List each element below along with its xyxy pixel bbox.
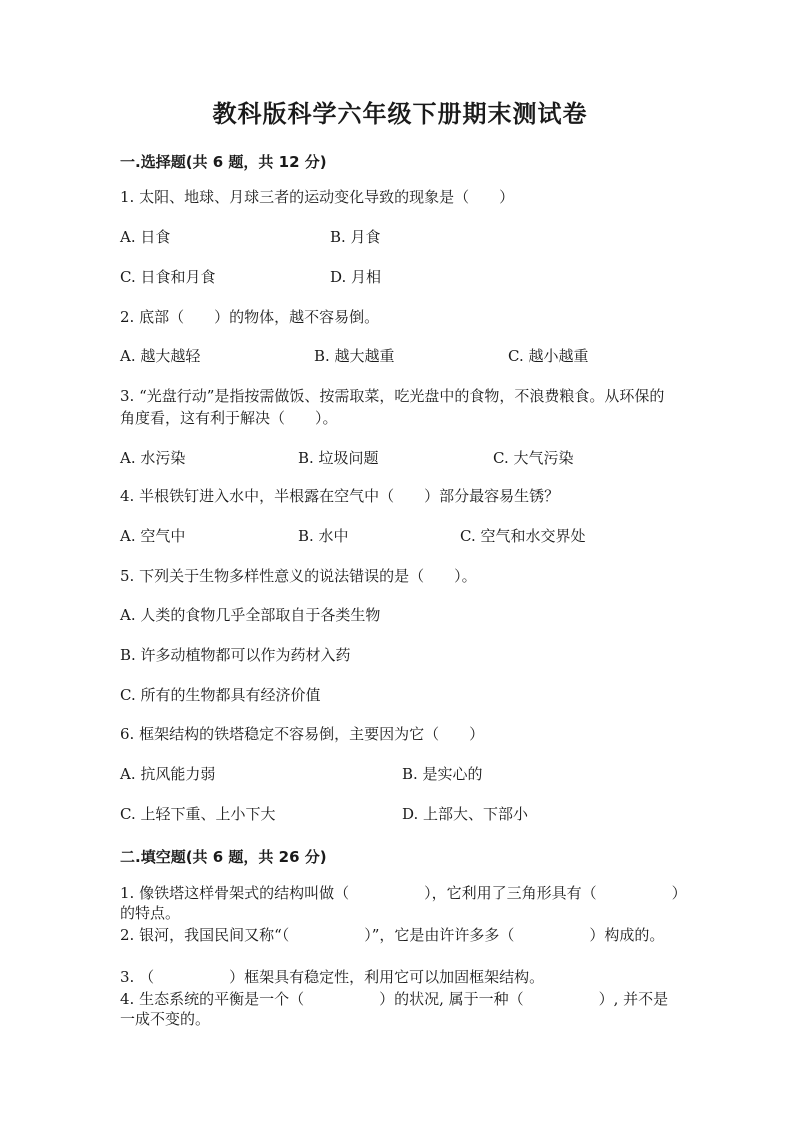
fill-in-item-4: 4. 生态系统的平衡是一个（ ）的状况, 属于一种（ ）, 并不是一成不变的。 bbox=[120, 990, 669, 1028]
section-heading-choice: 一.选择题(共 6 题，共 12 分) bbox=[120, 153, 327, 171]
q6-option-c: C. 上轻下重、上小下大 bbox=[120, 805, 276, 823]
q4-option-b: B. 水中 bbox=[298, 527, 349, 545]
q6-option-a: A. 抗风能力弱 bbox=[120, 765, 216, 783]
q5-option-b: B. 许多动植物都可以作为药材入药 bbox=[120, 646, 351, 664]
q3-option-c: C. 大气污染 bbox=[493, 449, 574, 467]
q1-option-c: C. 日食和月食 bbox=[120, 268, 216, 286]
q1-option-d: D. 月相 bbox=[330, 268, 382, 286]
q3-option-a: A. 水污染 bbox=[120, 449, 186, 467]
question-3: 3. “光盘行动”是指按需做饭、按需取菜，吃光盘中的食物，不浪费粮食。从环保的角度看，这有利于解决（ ）。 bbox=[120, 387, 665, 427]
question-2: 2. 底部（ ）的物体，越不容易倒。 bbox=[120, 308, 380, 326]
q4-option-c: C. 空气和水交界处 bbox=[460, 527, 586, 545]
q6-option-b: B. 是实心的 bbox=[402, 765, 483, 783]
q2-option-b: B. 越大越重 bbox=[314, 347, 395, 365]
question-5: 5. 下列关于生物多样性意义的说法错误的是（ ）。 bbox=[120, 567, 477, 585]
q1-option-a: A. 日食 bbox=[120, 228, 171, 246]
fill-in-item-2: 2. 银河，我国民间又称“（ ）”，它是由许许多多（ ）构成的。 bbox=[120, 926, 665, 944]
q4-option-a: A. 空气中 bbox=[120, 527, 186, 545]
section-heading-fill-in: 二.填空题(共 6 题，共 26 分) bbox=[120, 848, 327, 866]
q2-option-c: C. 越小越重 bbox=[508, 347, 589, 365]
q5-option-c: C. 所有的生物都具有经济价值 bbox=[120, 686, 321, 704]
q1-option-b: B. 月食 bbox=[330, 228, 381, 246]
question-1: 1. 太阳、地球、月球三者的运动变化导致的现象是（ ） bbox=[120, 188, 515, 206]
fill-in-item-3: 3. （ ）框架具有稳定性，利用它可以加固框架结构。 bbox=[120, 968, 545, 986]
q3-option-b: B. 垃圾问题 bbox=[298, 449, 379, 467]
q5-option-a: A. 人类的食物几乎全部取自于各类生物 bbox=[120, 606, 381, 624]
question-4: 4. 半根铁钉进入水中，半根露在空气中（ ）部分最容易生锈？ bbox=[120, 487, 560, 505]
q6-option-d: D. 上部大、下部小 bbox=[402, 805, 529, 823]
fill-in-item-1: 1. 像铁塔这样骨架式的结构叫做（ ），它利用了三角形具有（ ）的特点。 bbox=[120, 884, 680, 922]
exam-title: 教科版科学六年级下册期末测试卷 bbox=[212, 99, 588, 128]
question-6: 6. 框架结构的铁塔稳定不容易倒，主要因为它（ ） bbox=[120, 725, 485, 743]
q2-option-a: A. 越大越轻 bbox=[120, 347, 201, 365]
